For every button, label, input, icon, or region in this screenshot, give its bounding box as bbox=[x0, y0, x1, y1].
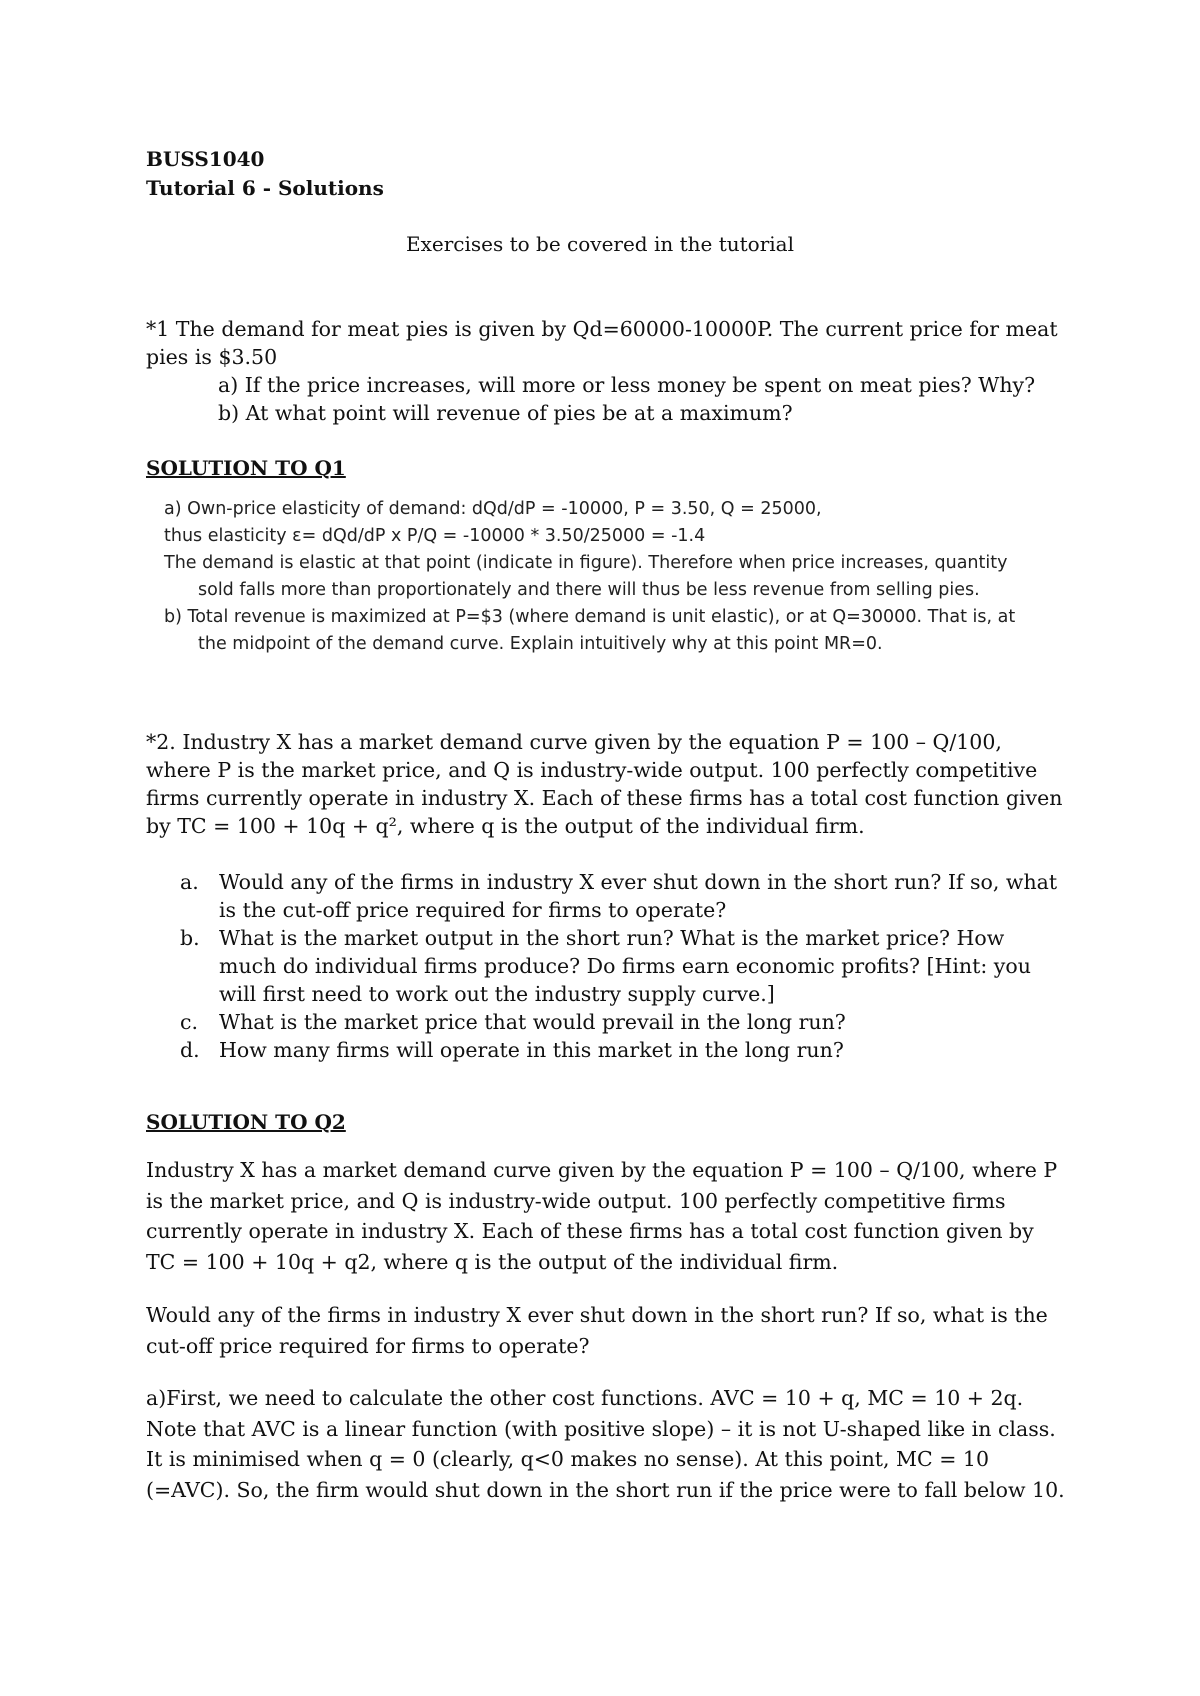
question-1a: a) If the price increases, will more or less money be spent on meat pies? Why? bbox=[218, 373, 1036, 397]
list-marker: b. bbox=[180, 926, 200, 950]
solution-2-paragraph-1: Industry X has a market demand curve given by the equation P = 100 – Q/100, where P is the market price, and Q is industry-wide output. 100 perfectly competitive firms currently operate in industry X. Each of these firms has a total cost function given by TC = 100 + 10q + q2, where q is the output of the individual firm. bbox=[146, 1158, 1058, 1274]
solution-1-line-6: the midpoint of the demand curve. Explain intuitively why at this point MR=0. bbox=[198, 634, 883, 654]
question-1b: b) At what point will revenue of pies be at a maximum? bbox=[218, 401, 793, 425]
list-item-text: Would any of the firms in industry X ever shut down in the short run? If so, what is the cut-off price required for firms to operate? bbox=[219, 870, 1058, 922]
question-2-text: *2. Industry X has a market demand curve given by the equation P = 100 – Q/100, where P is the market price, and Q is industry-wide output. 100 perfectly competitive firms currently operate in industry X. Each of these firms has a total cost function given by TC = 100 + 10q + q², where q is the output of the individual firm. bbox=[146, 730, 1063, 838]
list-item-text: How many firms will operate in this market in the long run? bbox=[219, 1038, 844, 1062]
solution-1-heading: SOLUTION TO Q1 bbox=[146, 456, 346, 480]
tutorial-title: Tutorial 6 - Solutions bbox=[146, 176, 384, 200]
solution-2-paragraph-2: Would any of the firms in industry X ever shut down in the short run? If so, what is the cut-off price required for firms to operate? bbox=[146, 1303, 1048, 1358]
intro-line: Exercises to be covered in the tutorial bbox=[406, 232, 794, 256]
solution-1-line-4: sold falls more than proportionately and there will thus be less revenue from selling pies. bbox=[198, 580, 980, 600]
question-1-text: *1 The demand for meat pies is given by Qd=60000-10000P. The current price for meat pies is $3.50 bbox=[146, 317, 1058, 369]
list-item-text: What is the market price that would prevail in the long run? bbox=[219, 1010, 846, 1034]
solution-2-heading: SOLUTION TO Q2 bbox=[146, 1110, 346, 1134]
list-item-text: What is the market output in the short run? What is the market price? How much do individual firms produce? Do firms earn economic profits? [Hint: you will first need to work out the industry supply curve.] bbox=[219, 926, 1031, 1006]
solution-1-line-1: a) Own-price elasticity of demand: dQd/dP = -10000, P = 3.50, Q = 25000, bbox=[164, 499, 822, 519]
list-marker: c. bbox=[180, 1010, 198, 1034]
solution-2-paragraph-3: a)First, we need to calculate the other cost functions. AVC = 10 + q, MC = 10 + 2q. Note that AVC is a linear function (with positive slope) – it is not U-shaped like in class. It is minimised when q = 0 (clearly, q<0 makes no sense). At this point, MC = 10 (=AVC). So, the firm would shut down in the short run if the price were to fall below 10. bbox=[146, 1386, 1065, 1502]
course-code: BUSS1040 bbox=[146, 147, 265, 171]
list-marker: a. bbox=[180, 870, 199, 894]
solution-1-line-2: thus elasticity ε= dQd/dP x P/Q = -10000 * 3.50/25000 = -1.4 bbox=[164, 526, 706, 546]
solution-1-line-5: b) Total revenue is maximized at P=$3 (where demand is unit elastic), or at Q=30000. That is, at bbox=[164, 607, 1016, 627]
list-marker: d. bbox=[180, 1038, 200, 1062]
solution-1-line-3: The demand is elastic at that point (indicate in figure). Therefore when price increases, quantity bbox=[164, 553, 1008, 573]
